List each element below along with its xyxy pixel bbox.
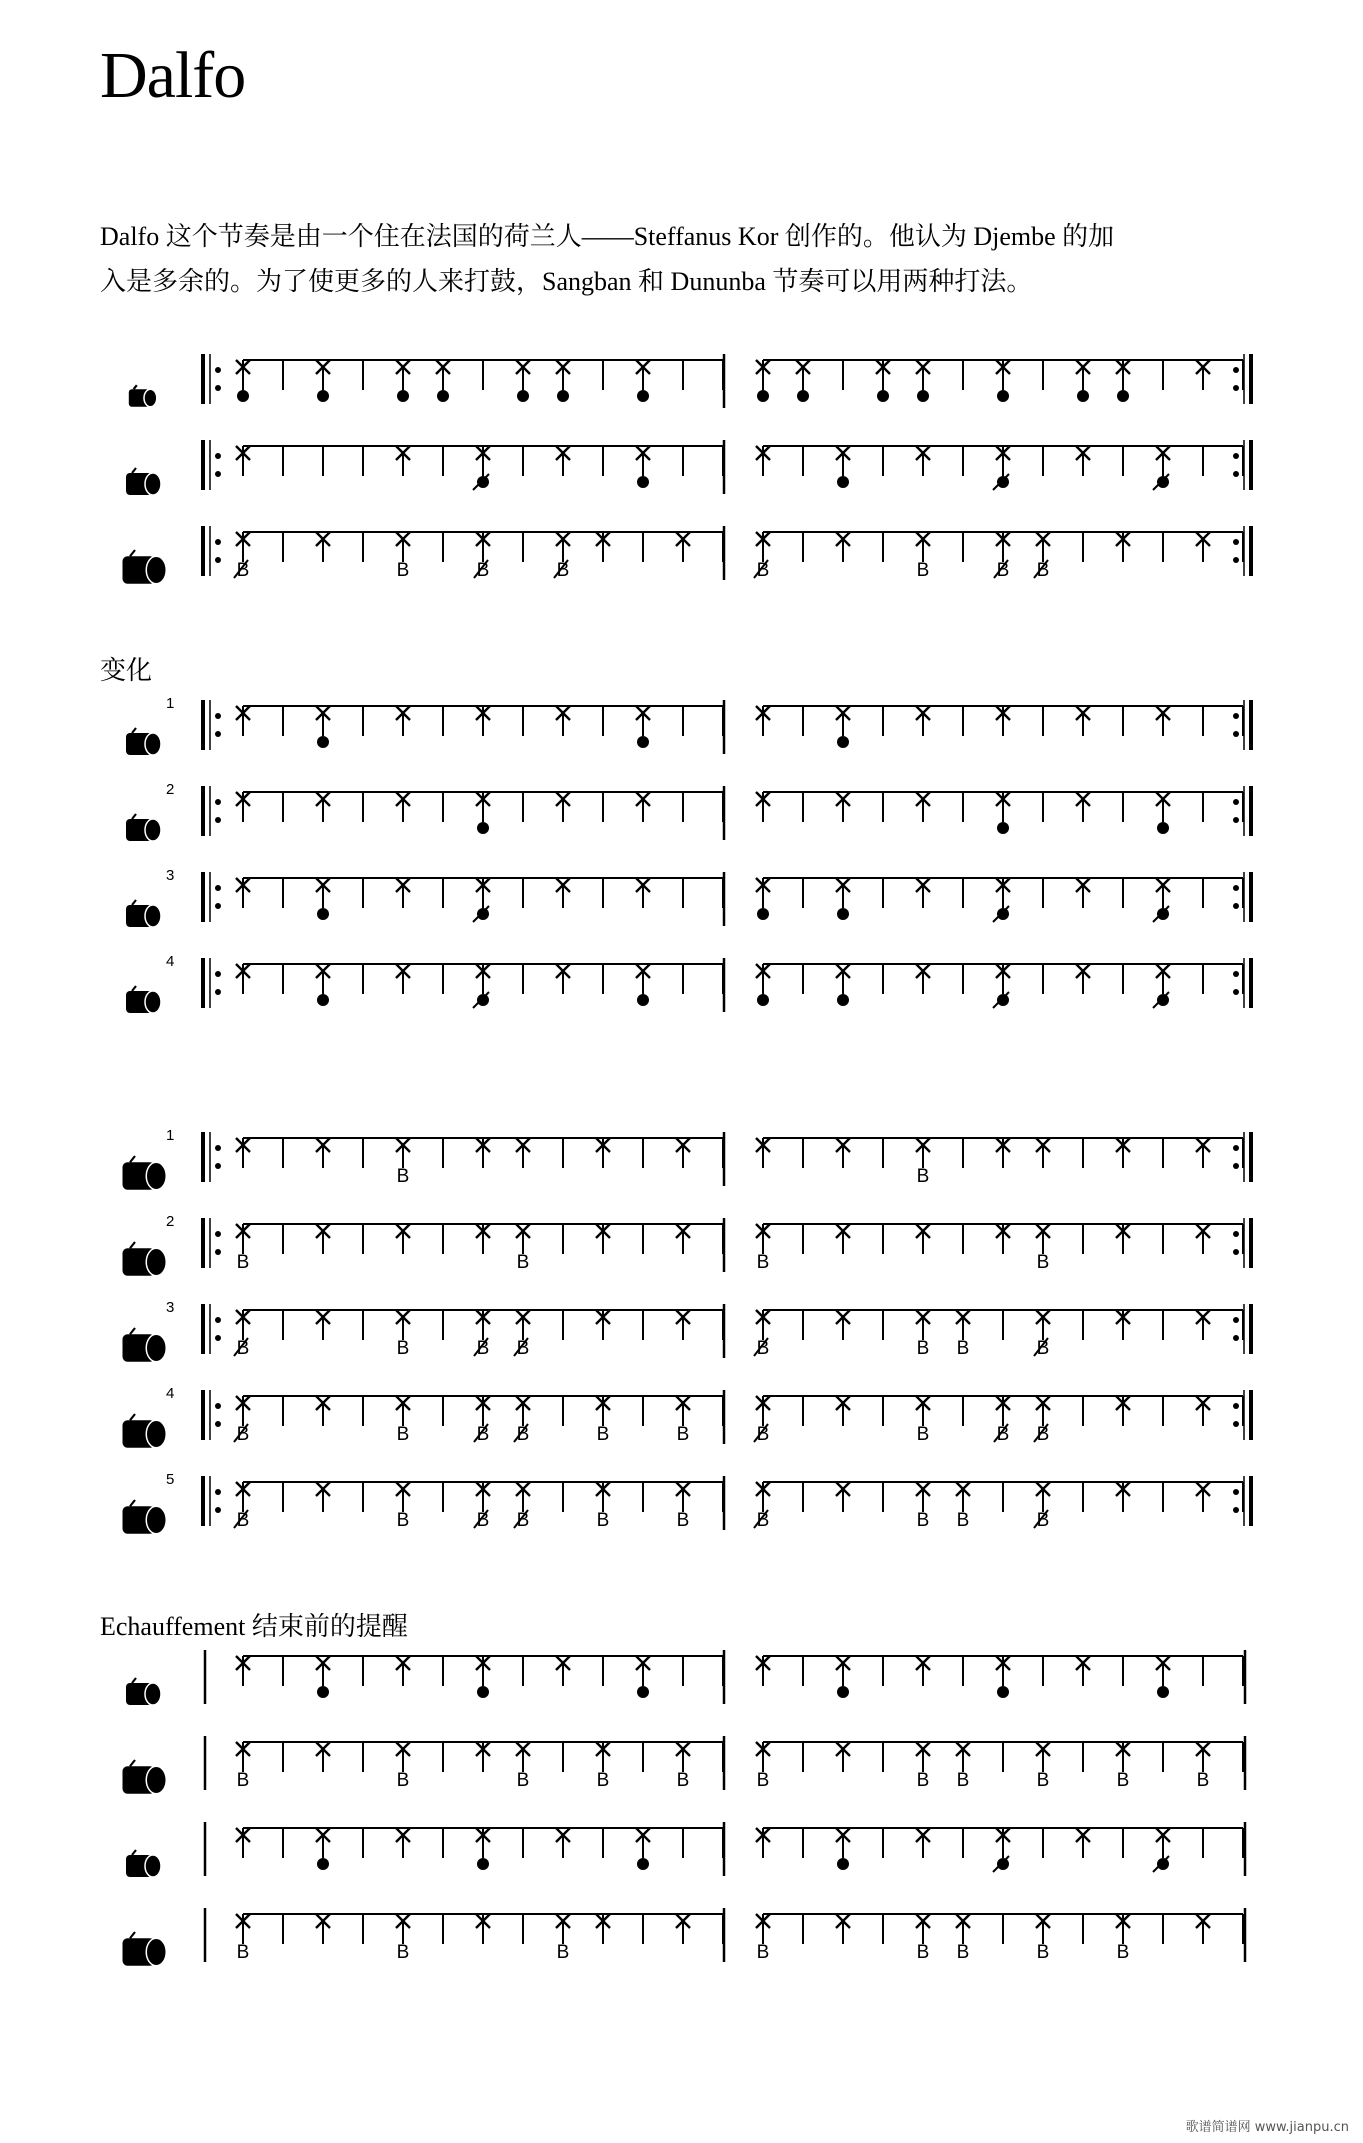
bass-label: B xyxy=(596,1770,610,1791)
sangban-icon xyxy=(126,900,161,927)
variation-number: 1 xyxy=(166,1127,175,1144)
slashed-bass-label: B xyxy=(476,1510,490,1531)
repeat-dot xyxy=(1233,539,1239,545)
notation-row xyxy=(205,1822,1245,1876)
drum-head xyxy=(146,556,166,584)
bass-label: B xyxy=(956,1942,970,1963)
sangban-icon xyxy=(126,814,161,841)
bass-label: B xyxy=(676,1770,690,1791)
repeat-dot xyxy=(215,1317,221,1323)
bell-dot xyxy=(917,390,929,402)
drum-head xyxy=(145,473,161,495)
repeat-dot xyxy=(1233,1231,1239,1237)
bass-label: B xyxy=(396,1338,410,1359)
slashed-bass-label: B xyxy=(756,1510,770,1531)
bell-dot xyxy=(837,908,849,920)
bass-label: B xyxy=(236,1770,250,1791)
repeat-dot xyxy=(1233,799,1239,805)
repeat-dot xyxy=(215,971,221,977)
bass-label: B xyxy=(1036,1252,1050,1273)
slashed-bass-label: B xyxy=(996,1424,1010,1445)
repeat-dot xyxy=(215,1403,221,1409)
repeat-dot xyxy=(215,799,221,805)
bass-label: B xyxy=(596,1424,610,1445)
bass-label: B xyxy=(396,560,410,581)
variation-number: 2 xyxy=(166,1213,175,1230)
repeat-dot xyxy=(1233,713,1239,719)
bell-dot xyxy=(637,390,649,402)
drum-head xyxy=(146,1334,166,1362)
bass-label: B xyxy=(396,1770,410,1791)
slashed-dot xyxy=(997,994,1009,1006)
notation-row xyxy=(203,526,1251,581)
drum-stick xyxy=(134,385,137,389)
bell-dot xyxy=(837,736,849,748)
notation-row xyxy=(166,1299,1251,1359)
drum-stick xyxy=(132,986,136,991)
bass-label: B xyxy=(396,1510,410,1531)
repeat-dot xyxy=(215,1335,221,1341)
slashed-bass-label: B xyxy=(516,1424,530,1445)
bass-label: B xyxy=(236,1942,250,1963)
repeat-dot xyxy=(1233,1421,1239,1427)
slashed-bass-label: B xyxy=(476,1424,490,1445)
repeat-dot xyxy=(1233,1249,1239,1255)
notation-row xyxy=(166,781,1251,840)
bass-label: B xyxy=(916,1770,930,1791)
drum-stick xyxy=(130,1328,135,1334)
repeat-dot xyxy=(1233,817,1239,823)
notation-row xyxy=(166,1213,1251,1273)
drum-head xyxy=(146,1420,166,1448)
slashed-dot xyxy=(997,1858,1009,1870)
repeat-dot xyxy=(1233,367,1239,373)
variation-number: 4 xyxy=(166,1385,175,1402)
bell-dot xyxy=(477,1686,489,1698)
bell-dot xyxy=(757,908,769,920)
bell-dot xyxy=(637,994,649,1006)
variation-number: 3 xyxy=(166,1299,175,1316)
repeat-dot xyxy=(1233,989,1239,995)
slashed-bass-label: B xyxy=(516,1510,530,1531)
drum-stick xyxy=(132,900,136,905)
bell-dot xyxy=(317,1858,329,1870)
repeat-dot xyxy=(1233,385,1239,391)
dununba-icon xyxy=(123,1242,167,1276)
drum-stick xyxy=(130,1156,135,1162)
bell-dot xyxy=(317,390,329,402)
variation-number: 1 xyxy=(166,695,175,712)
bass-label: B xyxy=(916,1424,930,1445)
bass-label: B xyxy=(756,1252,770,1273)
repeat-dot xyxy=(215,1421,221,1427)
repeat-dot xyxy=(215,557,221,563)
repeat-dot xyxy=(1233,1403,1239,1409)
notation-row xyxy=(205,1650,1245,1704)
page-title: Dalfo xyxy=(100,39,246,112)
notation-row xyxy=(166,1471,1251,1531)
variation-number: 4 xyxy=(166,953,175,970)
slashed-bass-label: B xyxy=(756,560,770,581)
slashed-dot xyxy=(477,908,489,920)
kenkeni-icon xyxy=(129,385,157,407)
sangban-icon xyxy=(126,468,161,495)
bell-dot xyxy=(1157,1686,1169,1698)
repeat-dot xyxy=(1233,1145,1239,1151)
sangban-icon xyxy=(126,986,161,1013)
repeat-dot xyxy=(215,885,221,891)
dununba-icon xyxy=(123,1156,167,1190)
repeat-dot xyxy=(1233,1507,1239,1513)
bell-dot xyxy=(797,390,809,402)
repeat-dot xyxy=(215,1489,221,1495)
bell-dot xyxy=(837,1686,849,1698)
bass-label: B xyxy=(1116,1942,1130,1963)
repeat-dot xyxy=(215,1145,221,1151)
slashed-bass-label: B xyxy=(1036,1510,1050,1531)
drum-head xyxy=(146,1506,166,1534)
repeat-dot xyxy=(215,471,221,477)
bass-label: B xyxy=(916,560,930,581)
drum-head xyxy=(145,819,161,841)
repeat-dot xyxy=(215,385,221,391)
bell-dot xyxy=(637,1858,649,1870)
repeat-dot xyxy=(215,453,221,459)
bass-label: B xyxy=(916,1338,930,1359)
bell-dot xyxy=(637,1686,649,1698)
bell-dot xyxy=(317,1686,329,1698)
notation-row xyxy=(203,354,1251,408)
repeat-dot xyxy=(1233,1335,1239,1341)
bell-dot xyxy=(1157,822,1169,834)
bass-label: B xyxy=(1036,1770,1050,1791)
bass-label: B xyxy=(916,1510,930,1531)
drum-head xyxy=(145,733,161,755)
bass-label: B xyxy=(1196,1770,1210,1791)
slashed-bass-label: B xyxy=(236,560,250,581)
bell-dot xyxy=(757,994,769,1006)
variation-number: 3 xyxy=(166,867,175,884)
repeat-dot xyxy=(1233,885,1239,891)
section-variation-label: 变化 xyxy=(100,656,153,685)
dununba-icon xyxy=(123,1414,167,1448)
slashed-bass-label: B xyxy=(236,1510,250,1531)
bass-label: B xyxy=(236,1252,250,1273)
drum-head xyxy=(145,905,161,927)
bell-dot xyxy=(837,476,849,488)
repeat-dot xyxy=(215,367,221,373)
drum-head xyxy=(146,1162,166,1190)
intro-line-1: Dalfo 这个节奏是由一个住在法国的荷兰人——Steffanus Kor 创作的。他认为 Djembe 的加 xyxy=(100,222,1115,251)
slashed-dot xyxy=(1157,908,1169,920)
bass-label: B xyxy=(516,1252,530,1273)
bell-dot xyxy=(1077,390,1089,402)
repeat-dot xyxy=(215,1249,221,1255)
drum-head xyxy=(145,991,161,1013)
bass-label: B xyxy=(1116,1770,1130,1791)
bell-dot xyxy=(317,908,329,920)
bass-label: B xyxy=(396,1942,410,1963)
notation-row xyxy=(205,1908,1245,1963)
bass-label: B xyxy=(756,1770,770,1791)
slashed-bass-label: B xyxy=(236,1424,250,1445)
variation-number: 2 xyxy=(166,781,175,798)
drum-stick xyxy=(130,1500,135,1506)
drum-head xyxy=(144,389,157,407)
bell-dot xyxy=(877,390,889,402)
dununba-icon xyxy=(123,550,167,584)
dununba-icon xyxy=(123,1932,167,1966)
drum-stick xyxy=(130,1242,135,1248)
repeat-dot xyxy=(1233,903,1239,909)
sangban-icon xyxy=(126,1678,161,1705)
slashed-bass-label: B xyxy=(516,1338,530,1359)
drum-stick xyxy=(130,550,135,556)
drum-stick xyxy=(132,1850,136,1855)
repeat-dot xyxy=(1233,1489,1239,1495)
slashed-dot xyxy=(997,908,1009,920)
drum-head xyxy=(145,1855,161,1877)
dununba-icon xyxy=(123,1500,167,1534)
bass-label: B xyxy=(956,1338,970,1359)
bell-dot xyxy=(837,1858,849,1870)
notation-row xyxy=(205,1736,1245,1791)
bass-label: B xyxy=(396,1424,410,1445)
repeat-dot xyxy=(1233,471,1239,477)
bell-dot xyxy=(477,822,489,834)
drum-head xyxy=(145,1683,161,1705)
slashed-bass-label: B xyxy=(236,1338,250,1359)
slashed-dot xyxy=(477,476,489,488)
repeat-dot xyxy=(1233,557,1239,563)
slashed-bass-label: B xyxy=(556,560,570,581)
repeat-dot xyxy=(1233,1317,1239,1323)
bell-dot xyxy=(437,390,449,402)
bass-label: B xyxy=(676,1424,690,1445)
section-ending-label: Echauffement 结束前的提醒 xyxy=(100,1612,408,1641)
sangban-icon xyxy=(126,728,161,755)
repeat-dot xyxy=(215,539,221,545)
bell-dot xyxy=(237,390,249,402)
notation-row xyxy=(166,953,1251,1012)
bell-dot xyxy=(997,390,1009,402)
repeat-dot xyxy=(215,903,221,909)
repeat-dot xyxy=(215,731,221,737)
bell-dot xyxy=(477,1858,489,1870)
watermark: 歌谱简谱网 www.jianpu.cn xyxy=(1185,2120,1349,2135)
dununba-icon xyxy=(123,1760,167,1794)
bass-label: B xyxy=(676,1510,690,1531)
repeat-dot xyxy=(215,1231,221,1237)
bell-dot xyxy=(557,390,569,402)
bell-dot xyxy=(637,476,649,488)
intro-line-2: 入是多余的。为了使更多的人来打鼓，Sangban 和 Dununba 节奏可以用两种打法。 xyxy=(100,267,1033,296)
repeat-dot xyxy=(215,989,221,995)
bell-dot xyxy=(637,736,649,748)
slashed-bass-label: B xyxy=(1036,560,1050,581)
notation-row xyxy=(203,440,1251,494)
bass-label: B xyxy=(916,1942,930,1963)
bell-dot xyxy=(517,390,529,402)
repeat-dot xyxy=(215,1507,221,1513)
repeat-dot xyxy=(1233,1163,1239,1169)
variation-number: 5 xyxy=(166,1471,175,1488)
drum-stick xyxy=(130,1414,135,1420)
drum-stick xyxy=(132,468,136,473)
slashed-dot xyxy=(1157,476,1169,488)
bass-label: B xyxy=(756,1942,770,1963)
bass-label: B xyxy=(396,1166,410,1187)
repeat-dot xyxy=(215,817,221,823)
slashed-dot xyxy=(997,476,1009,488)
drum-stick xyxy=(132,814,136,819)
slashed-bass-label: B xyxy=(1036,1424,1050,1445)
bass-label: B xyxy=(916,1166,930,1187)
drum-head xyxy=(146,1938,166,1966)
drum-stick xyxy=(130,1932,135,1938)
repeat-dot xyxy=(215,1163,221,1169)
bass-label: B xyxy=(516,1770,530,1791)
slashed-bass-label: B xyxy=(996,560,1010,581)
slashed-bass-label: B xyxy=(476,560,490,581)
repeat-dot xyxy=(1233,731,1239,737)
notation-row xyxy=(166,1385,1251,1445)
slashed-bass-label: B xyxy=(756,1424,770,1445)
repeat-dot xyxy=(215,713,221,719)
bell-dot xyxy=(997,1686,1009,1698)
slashed-bass-label: B xyxy=(476,1338,490,1359)
bell-dot xyxy=(317,736,329,748)
bass-label: B xyxy=(956,1510,970,1531)
dununba-icon xyxy=(123,1328,167,1362)
drum-stick xyxy=(132,1678,136,1683)
drum-head xyxy=(146,1248,166,1276)
slashed-bass-label: B xyxy=(756,1338,770,1359)
bass-label: B xyxy=(556,1942,570,1963)
bell-dot xyxy=(397,390,409,402)
slashed-bass-label: B xyxy=(1036,1338,1050,1359)
sangban-icon xyxy=(126,1850,161,1877)
notation-row xyxy=(166,1127,1251,1187)
repeat-dot xyxy=(1233,453,1239,459)
drum-stick xyxy=(130,1760,135,1766)
bell-dot xyxy=(837,994,849,1006)
bell-dot xyxy=(757,390,769,402)
slashed-dot xyxy=(477,994,489,1006)
bass-label: B xyxy=(596,1510,610,1531)
notation-row xyxy=(166,695,1251,754)
drum-head xyxy=(146,1766,166,1794)
bass-label: B xyxy=(956,1770,970,1791)
bell-dot xyxy=(1117,390,1129,402)
slashed-dot xyxy=(1157,994,1169,1006)
repeat-dot xyxy=(1233,971,1239,977)
drum-stick xyxy=(132,728,136,733)
notation-row xyxy=(166,867,1251,926)
slashed-dot xyxy=(1157,1858,1169,1870)
bell-dot xyxy=(997,822,1009,834)
bell-dot xyxy=(317,994,329,1006)
bass-label: B xyxy=(1036,1942,1050,1963)
